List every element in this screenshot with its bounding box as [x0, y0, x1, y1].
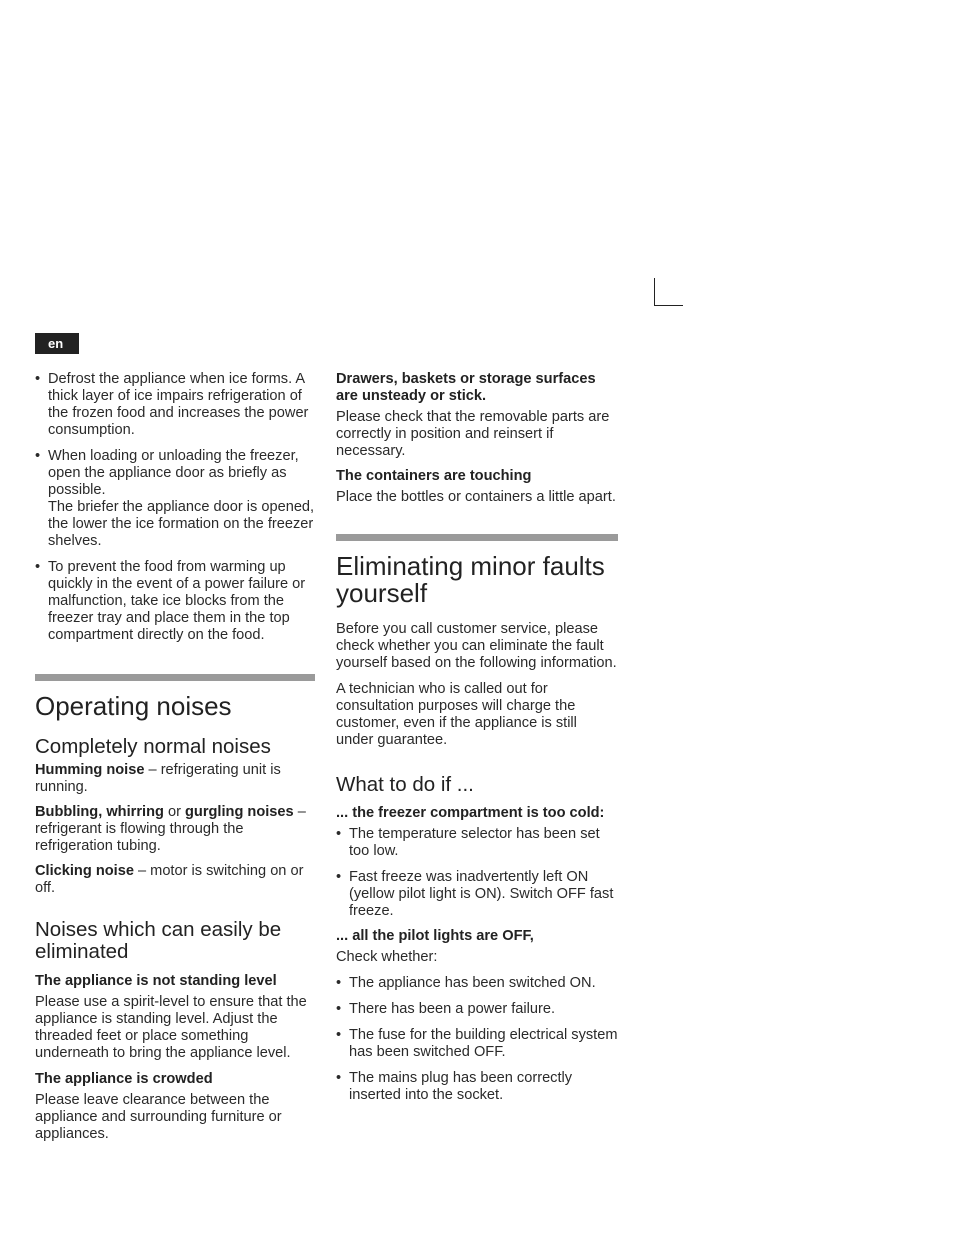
not-level-subheading: The appliance is not standing level	[35, 973, 277, 989]
containers-text: Place the bottles or containers a little apart.	[336, 489, 616, 505]
list-item: • The appliance has been switched ON.	[336, 975, 618, 992]
normal-noises-heading: Completely normal noises	[35, 735, 271, 758]
list-item: • When loading or unloading the freezer, open the appliance door as briefly as possible. The briefer the appliance door is opened, the lower the ice formation on the freezer shelves.	[35, 448, 315, 550]
list-item: • The temperature selector has been set too low.	[336, 826, 618, 860]
list-item: • There has been a power failure.	[336, 1001, 618, 1018]
crowded-subheading: The appliance is crowded	[35, 1071, 213, 1087]
intro-bullet-list	[35, 371, 315, 644]
bubbling-paragraph: Bubbling, whirring or gurgling noises – refrigerant is flowing through the refrigeration tubing.	[35, 804, 306, 854]
list-item: • Defrost the appliance when ice forms. A thick layer of ice impairs refrigeration of the frozen food and increases the power consumption.	[35, 371, 315, 439]
list-item: • The mains plug has been correctly inserted into the socket.	[336, 1070, 618, 1104]
section-rule	[35, 674, 315, 681]
check-whether-text: Check whether:	[336, 949, 438, 965]
too-cold-list	[336, 826, 618, 920]
left-column	[35, 371, 315, 1143]
list-item: • Fast freeze was inadvertently left ON (yellow pilot light is ON). Switch OFF fast freeze.	[336, 869, 618, 920]
list-item: • The fuse for the building electrical system has been switched OFF.	[336, 1027, 618, 1061]
faults-heading: Eliminating minor faults yourself	[336, 551, 605, 608]
crowded-text: Please leave clearance between the appliance and surrounding furniture or appliances.	[35, 1092, 282, 1142]
language-tab: en	[35, 333, 79, 354]
what-to-do-heading: What to do if ...	[336, 773, 474, 796]
humming-paragraph: Humming noise – refrigerating unit is running.	[35, 762, 281, 795]
faults-intro-text: Before you call customer service, please check whether you can eliminate the fault yourself based on the following information.	[336, 621, 617, 671]
operating-noises-heading: Operating noises	[35, 691, 232, 721]
containers-subheading: The containers are touching	[336, 468, 532, 484]
pilot-lights-subheading: ... all the pilot lights are OFF,	[336, 928, 534, 944]
middle-column	[336, 371, 618, 1104]
crop-mark	[654, 278, 683, 306]
technician-text: A technician who is called out for consultation purposes will charge the customer, even if the appliance is still under guarantee.	[336, 681, 577, 748]
clicking-paragraph: Clicking noise – motor is switching on or off.	[35, 863, 304, 896]
pilot-lights-list	[336, 975, 618, 1104]
list-item: • To prevent the food from warming up quickly in the event of a power failure or malfunction, take ice blocks from the freezer tray and place them in the top compartment directly on the food.	[35, 559, 315, 644]
too-cold-subheading: ... the freezer compartment is too cold:	[336, 805, 605, 821]
section-rule	[336, 534, 618, 541]
not-level-text: Please use a spirit-level to ensure that the appliance is standing level. Adjust the threaded feet or place something underneath to bring the appliance level.	[35, 994, 307, 1061]
list-item-note: The briefer the appliance door is opened, the lower the ice formation on the freezer shelves.	[48, 499, 315, 549]
eliminable-noises-heading: Noises which can easily be eliminated	[35, 918, 282, 963]
drawers-text: Please check that the removable parts are correctly in position and reinsert if necessary.	[336, 409, 610, 459]
drawers-subheading: Drawers, baskets or storage surfaces are unsteady or stick.	[336, 371, 596, 404]
